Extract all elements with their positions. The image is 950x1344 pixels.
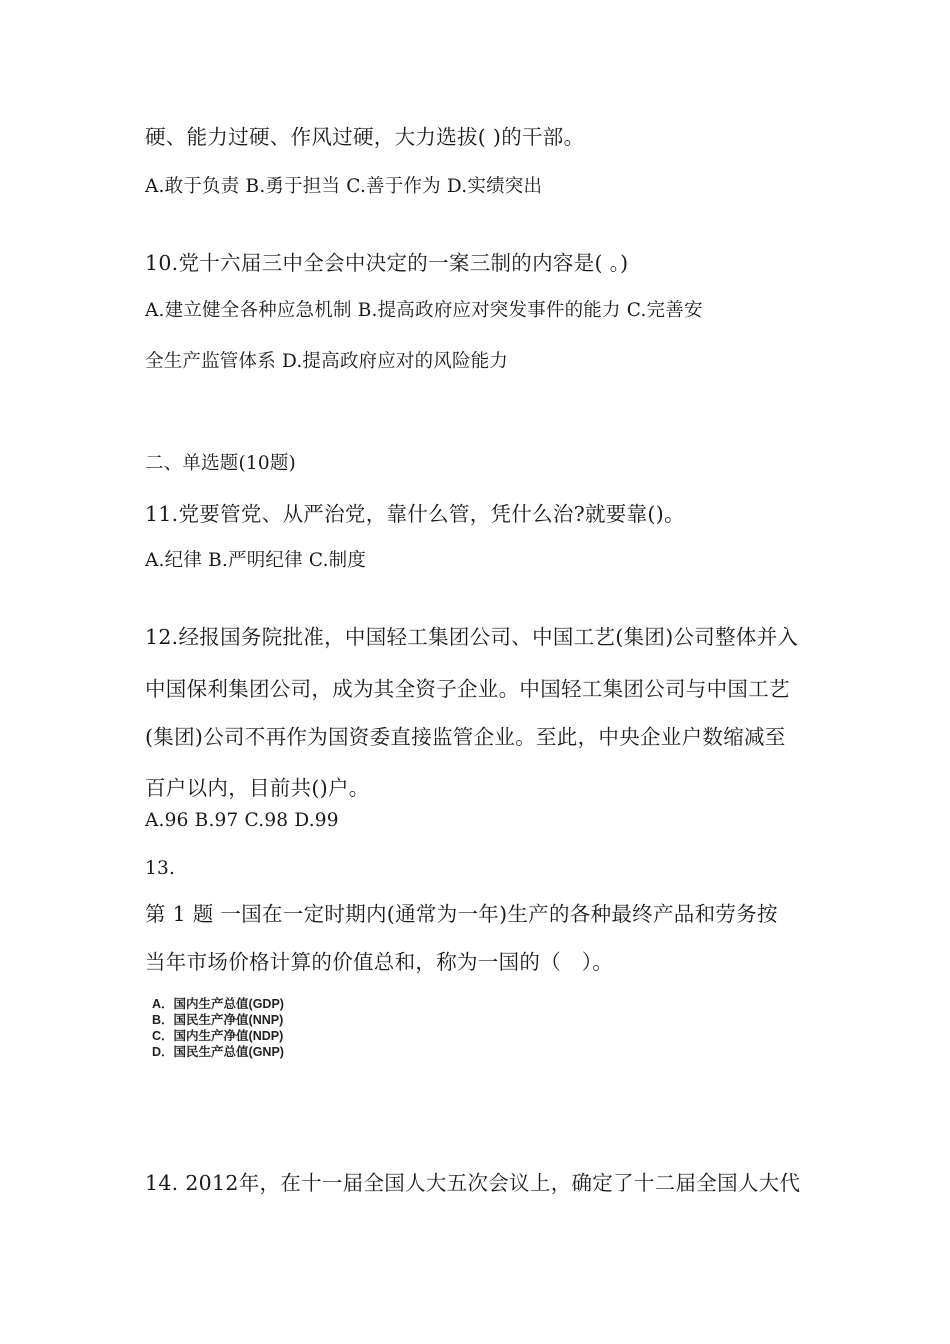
- q13-option-c: C．国内生产净值(NDP): [152, 1029, 284, 1043]
- q12-stem-line2: 中国保利集团公司，成为其全资子企业。中国轻工集团公司与中国工艺: [145, 677, 790, 701]
- q14-stem: 14. 2012年，在十一届全国人大五次会议上，确定了十二届全国人大代: [145, 1171, 801, 1195]
- q12-options: A.96 B.97 C.98 D.99: [145, 810, 339, 831]
- q13-number: 13.: [145, 858, 176, 879]
- q13-option-a: A．国内生产总值(GDP): [152, 997, 284, 1011]
- q10-options-line2: 全生产监管体系 D.提高政府应对的风险能力: [145, 351, 509, 372]
- q10-options-line1: A.建立健全各种应急机制 B.提高政府应对突发事件的能力 C.完善安: [145, 300, 703, 321]
- q11-stem: 11.党要管党、从严治党，靠什么管，凭什么治?就要靠()。: [145, 502, 685, 526]
- q13-option-b: B．国民生产净值(NNP): [152, 1013, 284, 1027]
- q12-stem-line3: (集团)公司不再作为国资委直接监管企业。至此，中央企业户数缩减至: [145, 725, 786, 749]
- q10-stem: 10.党十六届三中全会中决定的一案三制的内容是( 。): [145, 251, 629, 275]
- q13-options-image: [152, 996, 352, 1060]
- q9-stem-end: 硬、能力过硬、作风过硬，大力选拔( )的干部。: [145, 125, 585, 149]
- q12-stem-line1: 12.经报国务院批准，中国轻工集团公司、中国工艺(集团)公司整体并入: [145, 625, 799, 649]
- q11-options: A.纪律 B.严明纪律 C.制度: [145, 550, 367, 571]
- q13-stem-line1: 第 1 题 一国在一定时期内(通常为一年)生产的各种最终产品和劳务按: [145, 902, 778, 926]
- q9-options: A.敢于负责 B.勇于担当 C.善于作为 D.实绩突出: [145, 176, 543, 197]
- q13-stem-line2: 当年市场价格计算的价值总和，称为一国的（ ）。: [145, 950, 614, 974]
- q12-stem-line4: 百户以内，目前共()户。: [145, 776, 370, 800]
- section-heading: 二、单选题(10题): [145, 453, 296, 474]
- q13-option-d: D．国民生产总值(GNP): [152, 1045, 284, 1059]
